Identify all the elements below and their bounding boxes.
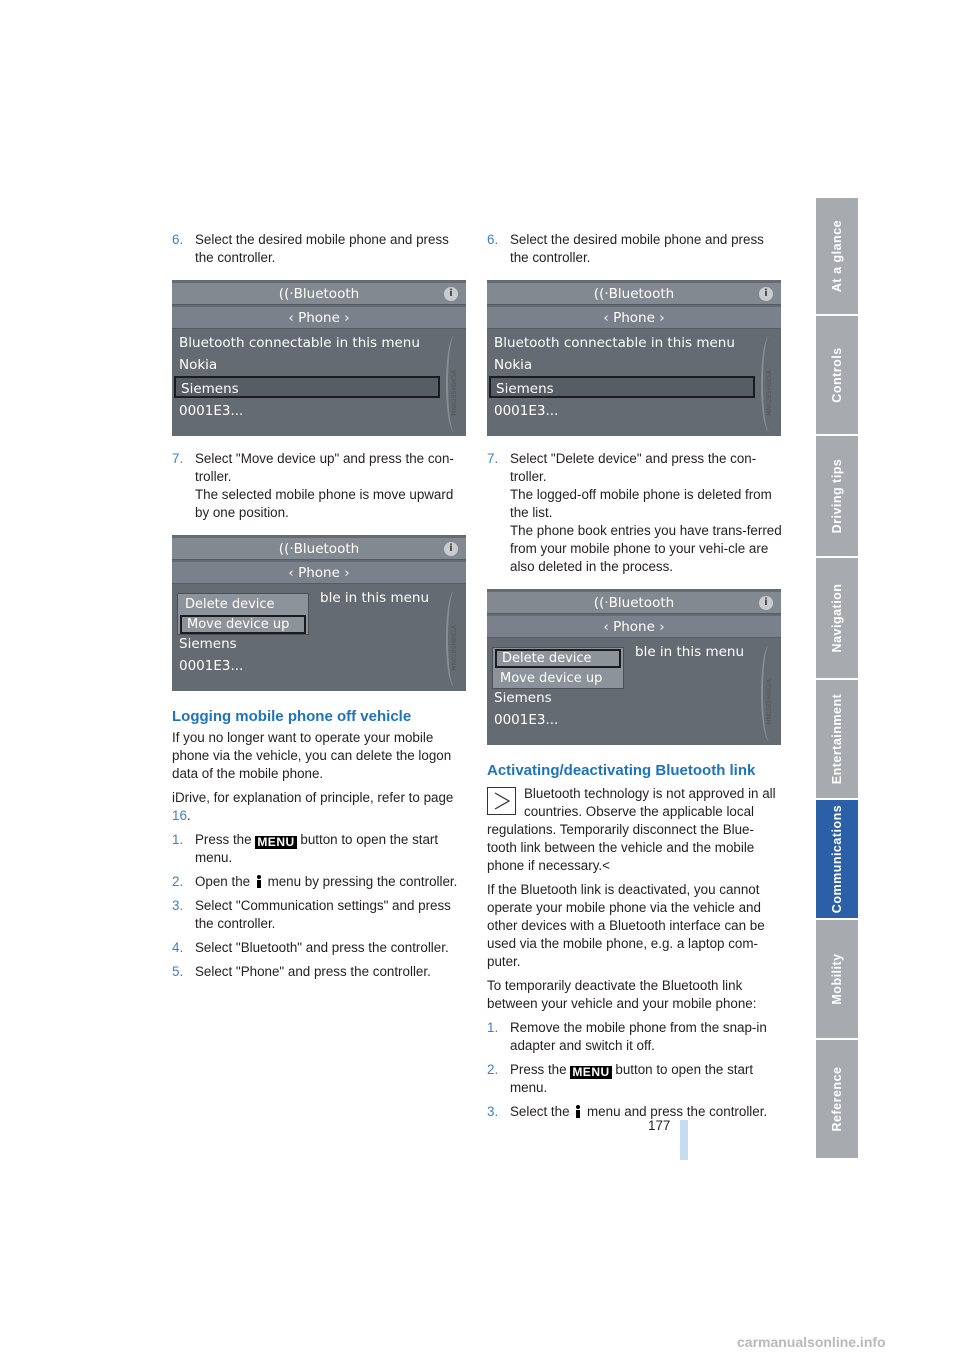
step-7-right <box>487 450 783 576</box>
step-text: Select the desired mobile phone and press the controller. <box>195 232 449 265</box>
footer <box>0 1332 960 1358</box>
tab-entertainment[interactable]: Entertainment <box>816 680 858 800</box>
step-number: 5. <box>172 964 184 979</box>
page-marker-bar <box>680 1120 688 1160</box>
screen-item-selected: Siemens <box>489 376 755 398</box>
screen-item: Nokia <box>179 357 218 373</box>
screen-menu-bar: ‹ Phone › <box>172 307 466 329</box>
step-6-left <box>172 231 468 267</box>
step-number: 3. <box>487 1104 499 1119</box>
step-number: 6. <box>487 232 499 247</box>
screen-item: 0001E3... <box>494 712 559 728</box>
paragraph: iDrive, for explanation of principle, refer to page 16. <box>172 790 454 823</box>
screen-title-bar: ((·Bluetooth <box>487 592 781 614</box>
popup-item: Delete device <box>185 597 275 612</box>
step-2 <box>172 873 468 891</box>
paragraph: To temporarily deactivate the Bluetooth link between your vehicle and your mobile phone: <box>487 978 757 1011</box>
step-number: 7. <box>487 451 499 466</box>
step-3 <box>172 897 468 933</box>
image-code: MN02B5HBK5A <box>766 370 773 416</box>
step-text: Select the desired mobile phone and press the controller. <box>510 232 764 265</box>
step-1 <box>172 831 468 867</box>
step-number: 3. <box>172 898 184 913</box>
screen-item: Bluetooth connectable in this menu <box>179 335 420 351</box>
step-number: 2. <box>172 874 184 889</box>
screenshot-device-list <box>487 280 781 436</box>
info-i-icon <box>574 1105 582 1118</box>
paragraph: If the Bluetooth link is deactivated, you cannot operate your mobile phone via the vehicle and other devices with a Bluetooth interface can be used via the mobile phone, e.g. a laptop com-puter. <box>487 882 765 969</box>
popup-item-selected: Move device up <box>180 615 306 634</box>
step-text: Press the MENU button to open the start menu. <box>195 832 439 865</box>
page-link[interactable]: 16 <box>172 808 187 823</box>
note-paragraph: Bluetooth technology is not approved in all countries. Observe the applicable local regulations. Temporarily disconnect the Blue-tooth link between the vehicle and the mobile phone if necessary.< <box>487 786 776 873</box>
bluetooth-icon: (( <box>593 286 605 302</box>
context-popup <box>177 593 309 635</box>
screen-menu-bar: ‹ Phone › <box>487 307 781 329</box>
step-7-left <box>172 450 468 522</box>
right-column <box>487 231 783 1121</box>
info-icon: i <box>444 287 458 301</box>
screen-item: Bluetooth connectable in this menu <box>494 335 735 351</box>
note-triangle-icon <box>487 787 516 815</box>
tab-mobility[interactable]: Mobility <box>816 920 858 1040</box>
image-code: MN02B5HBK1A <box>451 625 458 671</box>
step-5 <box>172 963 468 981</box>
tab-communications[interactable]: Communications <box>816 800 858 920</box>
step-text: Select "Bluetooth" and press the controller. <box>195 940 449 955</box>
screen-item: 0001E3... <box>179 658 244 674</box>
step-text: Select "Phone" and press the controller. <box>195 964 431 979</box>
tab-reference[interactable]: Reference <box>816 1040 858 1160</box>
step-3 <box>487 1103 783 1121</box>
step-text: Remove the mobile phone from the snap-in adapter and switch it off. <box>510 1020 767 1053</box>
step-text: Press the MENU button to open the start menu. <box>510 1062 754 1095</box>
step-text: Open the menu by pressing the controller. <box>195 874 458 889</box>
screen-title-bar: ((·Bluetooth <box>172 538 466 560</box>
paragraph: If you no longer want to operate your mobile phone via the vehicle, you can delete the logon data of the mobile phone. <box>172 730 452 781</box>
context-popup <box>492 647 624 689</box>
info-icon: i <box>759 287 773 301</box>
step-text: Select "Delete device" and press the con-troller. The logged-off mobile phone is deleted from the list. The phone book entries you have trans-ferred from your mobile phone to your vehi-cle are also deleted in the process. <box>510 451 782 574</box>
bluetooth-icon: (( <box>278 286 290 302</box>
screenshot-move-device <box>172 535 466 691</box>
screen-item: Siemens <box>494 690 552 706</box>
screen-item: Siemens <box>179 636 237 652</box>
step-1 <box>487 1019 783 1055</box>
step-number: 6. <box>172 232 184 247</box>
info-i-icon <box>255 875 263 888</box>
screen-item: 0001E3... <box>179 403 244 419</box>
step-number: 4. <box>172 940 184 955</box>
step-6-right <box>487 231 783 267</box>
info-icon: i <box>444 542 458 556</box>
image-code: MN02B5HBK5A <box>451 370 458 416</box>
tab-at-a-glance[interactable]: At a glance <box>816 198 858 316</box>
footer-watermark[interactable]: carmanualsonline.info <box>737 1334 886 1350</box>
step-4 <box>172 939 468 957</box>
screen-item: Nokia <box>494 357 533 373</box>
bluetooth-icon: (( <box>278 541 290 557</box>
screen-item-selected: Siemens <box>174 376 440 398</box>
step-text: Select "Move device up" and press the con-troller. The selected mobile phone is move upward by one position. <box>195 451 454 520</box>
step-number: 1. <box>487 1020 499 1035</box>
screen-menu-bar: ‹ Phone › <box>172 562 466 584</box>
menu-button-icon: MENU <box>257 835 295 849</box>
step-number: 7. <box>172 451 184 466</box>
screenshot-delete-device <box>487 589 781 745</box>
screen-item-partial: ble in this menu <box>320 590 430 606</box>
chapter-tabs <box>816 198 858 1160</box>
step-text: Select "Communication settings" and press the controller. <box>195 898 451 931</box>
menu-button-icon: MENU <box>572 1065 610 1079</box>
screenshot-device-list <box>172 280 466 436</box>
note-end-mark: < <box>602 858 610 873</box>
step-2 <box>487 1061 783 1097</box>
step-text: Select the menu and press the controller. <box>510 1104 768 1119</box>
tab-navigation[interactable]: Navigation <box>816 558 858 680</box>
section-heading: Logging mobile phone off vehicle <box>172 708 412 725</box>
info-icon: i <box>759 596 773 610</box>
screen-title-bar: ((·Bluetooth <box>172 283 466 305</box>
popup-item: Move device up <box>500 671 603 686</box>
popup-item-selected: Delete device <box>495 649 621 668</box>
step-number: 1. <box>172 832 184 847</box>
bluetooth-icon: (( <box>593 595 605 611</box>
image-code: MN02B5HBK2A <box>766 679 773 725</box>
step-number: 2. <box>487 1062 499 1077</box>
screen-title-bar: ((·Bluetooth <box>487 283 781 305</box>
page-number: 177 <box>648 1118 671 1133</box>
section-heading: Activating/deactivating Bluetooth link <box>487 762 756 779</box>
tab-controls[interactable]: Controls <box>816 316 858 436</box>
screen-item: 0001E3... <box>494 403 559 419</box>
left-column <box>172 231 468 981</box>
tab-driving-tips[interactable]: Driving tips <box>816 436 858 558</box>
screen-item-partial: ble in this menu <box>635 644 745 660</box>
screen-menu-bar: ‹ Phone › <box>487 616 781 638</box>
